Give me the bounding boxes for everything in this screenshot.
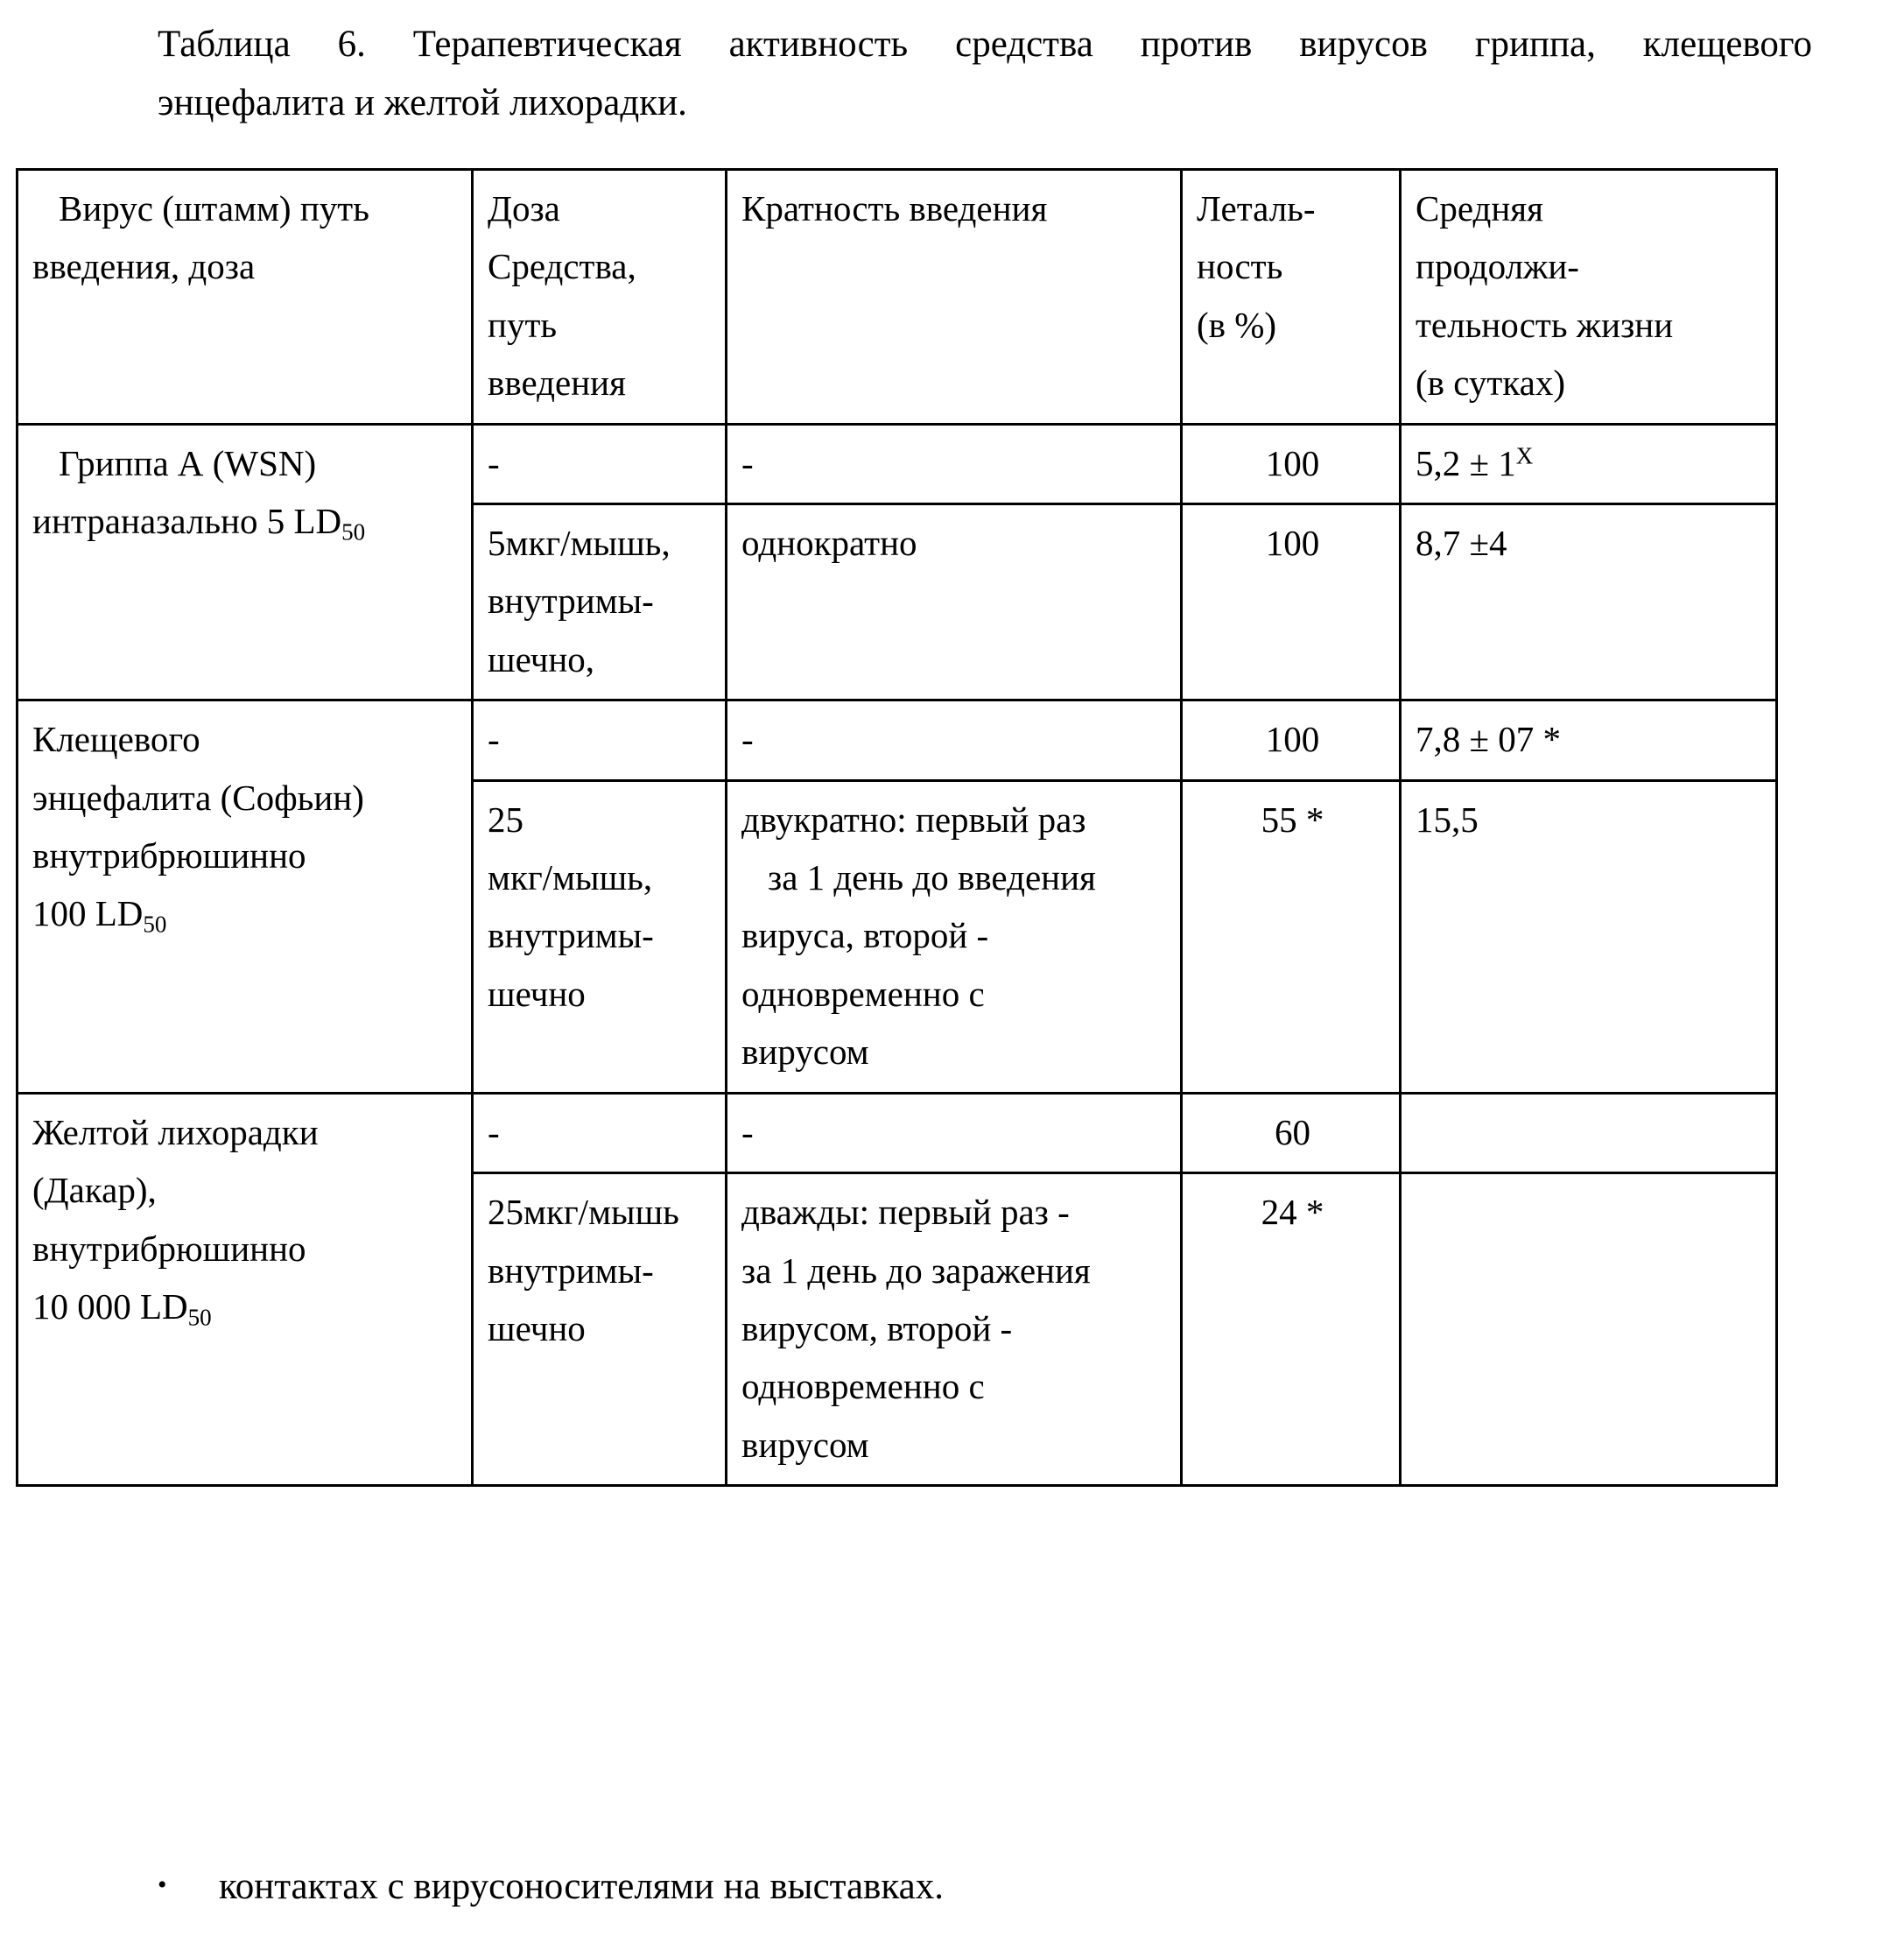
cell-virus-yellowfever xyxy=(18,1093,473,1485)
dose-3b-line-3: шечно xyxy=(488,1307,586,1348)
header-cell-virus xyxy=(18,170,473,425)
header-dose-line-4: введения xyxy=(488,363,626,404)
cell-lifespan-2a: 7,8 ± 07 * xyxy=(1401,700,1777,780)
cell-lifespan-1a: $5,2 \pm 1^X$ xyxy=(1401,424,1777,503)
cell-lifespan-3b xyxy=(1401,1173,1777,1486)
frequency-2b-line-3: вируса, второй - xyxy=(741,915,989,956)
bullet-icon: • xyxy=(158,1870,167,1899)
cell-lethality-1a: 100 xyxy=(1182,424,1401,503)
cell-frequency-1b xyxy=(727,504,1182,700)
frequency-1b-line-1: однократно xyxy=(741,523,917,564)
table-row xyxy=(18,1093,1777,1172)
header-lifespan-line-4: (в сутках) xyxy=(1416,363,1565,404)
virus-yellowfever-line-3: внутрибрюшинно xyxy=(32,1228,306,1269)
cell-frequency-3b xyxy=(727,1173,1182,1486)
dose-2b-line-4: шечно xyxy=(488,973,586,1014)
virus-encephalitis-line-2: энцефалита (Софьин) xyxy=(32,777,364,818)
header-lethality-line-3: (в %) xyxy=(1197,304,1277,345)
table-caption xyxy=(158,16,1812,132)
header-cell-lifespan xyxy=(1401,170,1777,425)
dose-2b-line-1: 25 xyxy=(488,799,523,840)
cell-lethality-1b: 100 xyxy=(1182,504,1401,700)
cell-lethality-2b: 55 * xyxy=(1182,780,1401,1093)
cell-dose-2b xyxy=(473,780,727,1093)
header-lifespan-line-2: продолжи- xyxy=(1416,246,1579,287)
virus-yellowfever-line-2: (Дакар), xyxy=(32,1170,157,1211)
cell-frequency-2b xyxy=(727,780,1182,1093)
header-cell-frequency xyxy=(727,170,1182,425)
cell-frequency-1a xyxy=(727,424,1182,503)
cell-virus-encephalitis xyxy=(18,700,473,1093)
header-dose-line-1: Доза xyxy=(488,188,560,229)
cell-lethality-2a: 100 xyxy=(1182,700,1401,780)
dose-1b-line-3: шечно, xyxy=(488,638,595,679)
virus-encephalitis-line-3: внутрибрюшинно xyxy=(32,835,306,876)
cell-lethality-3b: 24 * xyxy=(1182,1173,1401,1486)
virus-influenza-line-1: Гриппа А (WSN) xyxy=(59,442,317,483)
cell-lethality-3a: 60 xyxy=(1182,1093,1401,1172)
caption-line-1: Таблица 6. Терапевтическая активность средства против вирусов гриппа, клещевого xyxy=(158,24,1812,65)
table-row xyxy=(18,700,1777,780)
header-dose-line-3: путь xyxy=(488,304,558,345)
frequency-3b-line-5: вирусом xyxy=(741,1424,869,1465)
frequency-2b-line-5: вирусом xyxy=(741,1031,869,1073)
header-cell-lethality xyxy=(1182,170,1401,425)
cell-dose-2a xyxy=(473,700,727,780)
frequency-1a-line-1: - xyxy=(741,442,754,483)
dose-3b-line-1: 25мкг/мышь xyxy=(488,1192,679,1233)
caption-line-2: энцефалита и желтой лихорадки. xyxy=(158,81,687,123)
virus-encephalitis-line-1: Клещевого xyxy=(32,719,200,760)
frequency-2b-line-4: одновременно с xyxy=(741,973,985,1014)
cell-frequency-3a xyxy=(727,1093,1182,1172)
dose-2a-line-1: - xyxy=(488,719,500,760)
cell-dose-3b xyxy=(473,1173,727,1486)
dose-2b-line-2: мкг/мышь, xyxy=(488,857,653,898)
header-cell-dose xyxy=(473,170,727,425)
dose-1b-line-2: внутримы- xyxy=(488,581,654,622)
frequency-3b-line-2: за 1 день до заражения xyxy=(741,1250,1091,1291)
cell-dose-1b xyxy=(473,504,727,700)
table-row xyxy=(18,424,1777,503)
dose-3b-line-2: внутримы- xyxy=(488,1250,654,1291)
header-lethality-line-2: ность xyxy=(1197,246,1283,287)
header-virus-line-1: Вирус (штамм) путь xyxy=(59,188,369,229)
cell-lifespan-1b: 8,7 ±4 xyxy=(1401,504,1777,700)
dose-3a-line-1: - xyxy=(488,1111,500,1152)
cell-lifespan-2b: 15,5 xyxy=(1401,780,1777,1093)
cell-frequency-2a xyxy=(727,700,1182,780)
virus-yellowfever-line-4: 10 000 $LD_{50}$ xyxy=(32,1285,212,1331)
footer-bullet-item xyxy=(158,1861,1812,1913)
frequency-2b-line-2: за 1 день до введения xyxy=(768,857,1096,898)
footer-bullet-text: контактах с вирусоносителями на выставках. xyxy=(219,1866,944,1907)
dose-1b-line-1: 5мкг/мышь, xyxy=(488,523,671,564)
frequency-3b-line-4: одновременно с xyxy=(741,1366,985,1407)
table-header-row xyxy=(18,170,1777,425)
header-virus-line-2: введения, доза xyxy=(32,246,256,287)
cell-lifespan-3a xyxy=(1401,1093,1777,1172)
frequency-3a-line-1: - xyxy=(741,1111,754,1152)
cell-virus-influenza xyxy=(18,424,473,700)
header-lifespan-line-1: Средняя xyxy=(1416,188,1544,229)
dose-2b-line-3: внутримы- xyxy=(488,915,654,956)
header-lethality-line-1: Леталь- xyxy=(1197,188,1316,229)
header-dose-line-2: Средства, xyxy=(488,246,636,287)
cell-dose-1a xyxy=(473,424,727,503)
frequency-2b-line-1: двукратно: первый раз xyxy=(741,799,1086,840)
data-table xyxy=(16,168,1778,1487)
frequency-3b-line-3: вирусом, второй - xyxy=(741,1307,1013,1348)
header-frequency-line-1: Кратность введения xyxy=(741,188,1048,229)
virus-encephalitis-line-4: 100 $LD_{50}$ xyxy=(32,893,167,939)
dose-1a-line-1: - xyxy=(488,442,500,483)
frequency-2a-line-1: - xyxy=(741,719,754,760)
virus-yellowfever-line-1: Желтой лихорадки xyxy=(32,1111,319,1152)
frequency-3b-line-1: дважды: первый раз - xyxy=(741,1192,1070,1233)
cell-dose-3a xyxy=(473,1093,727,1172)
virus-influenza-line-2: интраназально 5 $LD_{50}$ xyxy=(32,501,366,546)
header-lifespan-line-3: тельность жизни xyxy=(1416,304,1674,345)
